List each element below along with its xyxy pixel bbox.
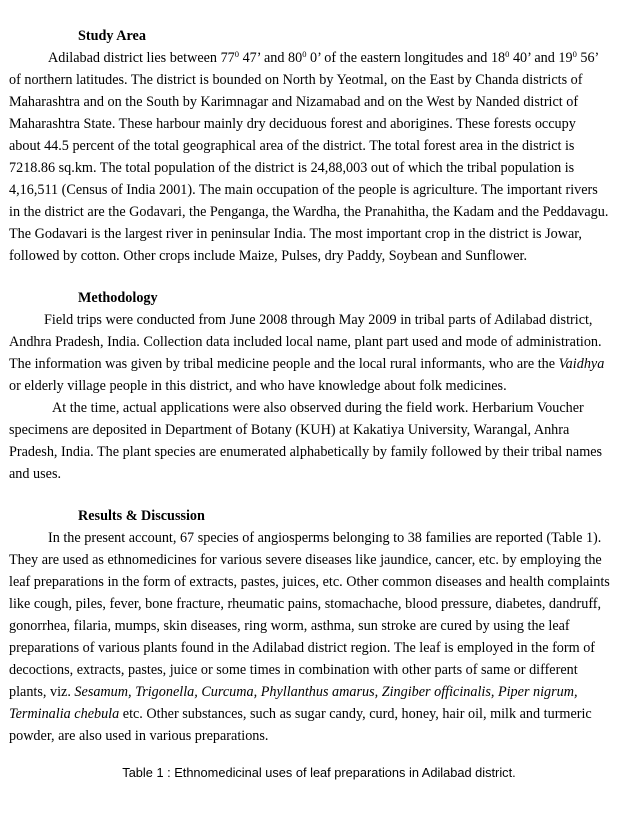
paragraph-line: followed by cotton. Other crops include Maize, Pulses, dry Paddy, Soybean and Sunflower. bbox=[9, 248, 528, 264]
paragraph-line: The Godavari is the largest river in peninsular India. The most important crop in the district is Jowar, bbox=[9, 226, 582, 242]
paragraph-line: or elderly village people in this district, and who have knowledge about folk medicines. bbox=[9, 378, 507, 394]
paragraph-line: preparations of various plants found in the Adilabad district region. The leaf is employed in the form of bbox=[9, 640, 596, 656]
paragraph-line: At the time, actual applications were also observed during the field work. Herbarium Voucher bbox=[52, 400, 584, 416]
paragraph-line: Field trips were conducted from June 2008 through May 2009 in tribal parts of Adilabad district, bbox=[44, 312, 593, 328]
paragraph-line: powder, are also used in various preparations. bbox=[9, 728, 269, 744]
paragraph-line: and uses. bbox=[9, 466, 62, 482]
paragraph-line: Maharashtra State. These harbour mainly dry deciduous forest and aborigines. These forests occupy bbox=[9, 116, 576, 132]
paragraph-line: Andhra Pradesh, India. Collection data included local name, plant part used and mode of administration. bbox=[9, 334, 602, 350]
paragraph-line: Maharashtra and on the South by Karimnagar and Nizamabad and on the West by Nanded district of bbox=[9, 94, 579, 110]
paragraph-line: of northern latitudes. The district is bounded on North by Yeotmal, on the East by Chanda districts of bbox=[9, 72, 583, 88]
paragraph-line: in the district are the Godavari, the Penganga, the Wardha, the Pranahitha, the Kadam and the Peddavagu. bbox=[9, 204, 609, 220]
section-heading-results-discussion: Results & Discussion bbox=[78, 508, 205, 524]
paragraph-line: like cough, piles, fever, bone fracture, rheumatic pains, stomachache, blood pressure, diabetes, dandruff, bbox=[9, 596, 602, 612]
paragraph-line: Pradesh, India. The plant species are enumerated alphabetically by family followed by their tribal names bbox=[9, 444, 603, 460]
paragraph-line: 4,16,511 (Census of India 2001). The main occupation of the people is agriculture. The important rivers bbox=[9, 182, 598, 198]
italic-species-list: Sesamum, Trigonella, Curcuma, Phyllanthus amarus, Zingiber officinalis, Piper nigrum, bbox=[74, 684, 578, 700]
paragraph-line: In the present account, 67 species of angiosperms belonging to 38 families are reported (Table 1). bbox=[48, 530, 602, 546]
table-caption: Table 1 : Ethnomedicinal uses of leaf preparations in Adilabad district. bbox=[122, 765, 516, 780]
paragraph-line: They are used as ethnomedicines for various severe diseases like jaundice, cancer, etc. by employing the bbox=[9, 552, 602, 568]
paragraph-line: 7218.86 sq.km. The total population of the district is 24,88,003 out of which the tribal population is bbox=[9, 160, 575, 176]
section-heading-methodology: Methodology bbox=[78, 290, 158, 306]
paragraph-line: decoctions, extracts, pastes, juice or some times in combination with other parts of same or different bbox=[9, 662, 578, 678]
italic-species-name: Terminalia chebula bbox=[9, 706, 120, 722]
paragraph-line: specimens are deposited in Department of Botany (KUH) at Kakatiya University, Warangal, Anhra bbox=[9, 422, 570, 438]
section-heading-study-area: Study Area bbox=[78, 28, 146, 44]
paragraph-line: gonorrhea, filaria, mumps, skin diseases, ring worm, asthma, sun stroke are cured by using the leaf bbox=[9, 618, 570, 634]
paragraph-line: leaf preparations in the form of extracts, pastes, juices, etc. Other common diseases and health complaints bbox=[9, 574, 610, 590]
paragraph-line: The information was given by tribal medicine people and the local rural informants, who are the Vaidhya bbox=[9, 356, 605, 372]
paragraph-line: Adilabad district lies between $77^0$ 47’ and $80^0$ 0’ of the eastern longitudes and $18^0$ 40’ and $19^0$ 56’ bbox=[48, 49, 600, 66]
paragraph-line: about 44.5 percent of the total geographical area of the district. The total forest area in the district is bbox=[9, 138, 575, 154]
italic-term: Vaidhya bbox=[558, 356, 605, 372]
paragraph-line: plants, viz. Sesamum, Trigonella, Curcuma, Phyllanthus amarus, Zingiber officinalis, Piper nigrum, bbox=[9, 684, 578, 700]
paragraph-line: Terminalia chebula etc. Other substances, such as sugar candy, curd, honey, hair oil, milk and turmeric bbox=[9, 706, 592, 722]
